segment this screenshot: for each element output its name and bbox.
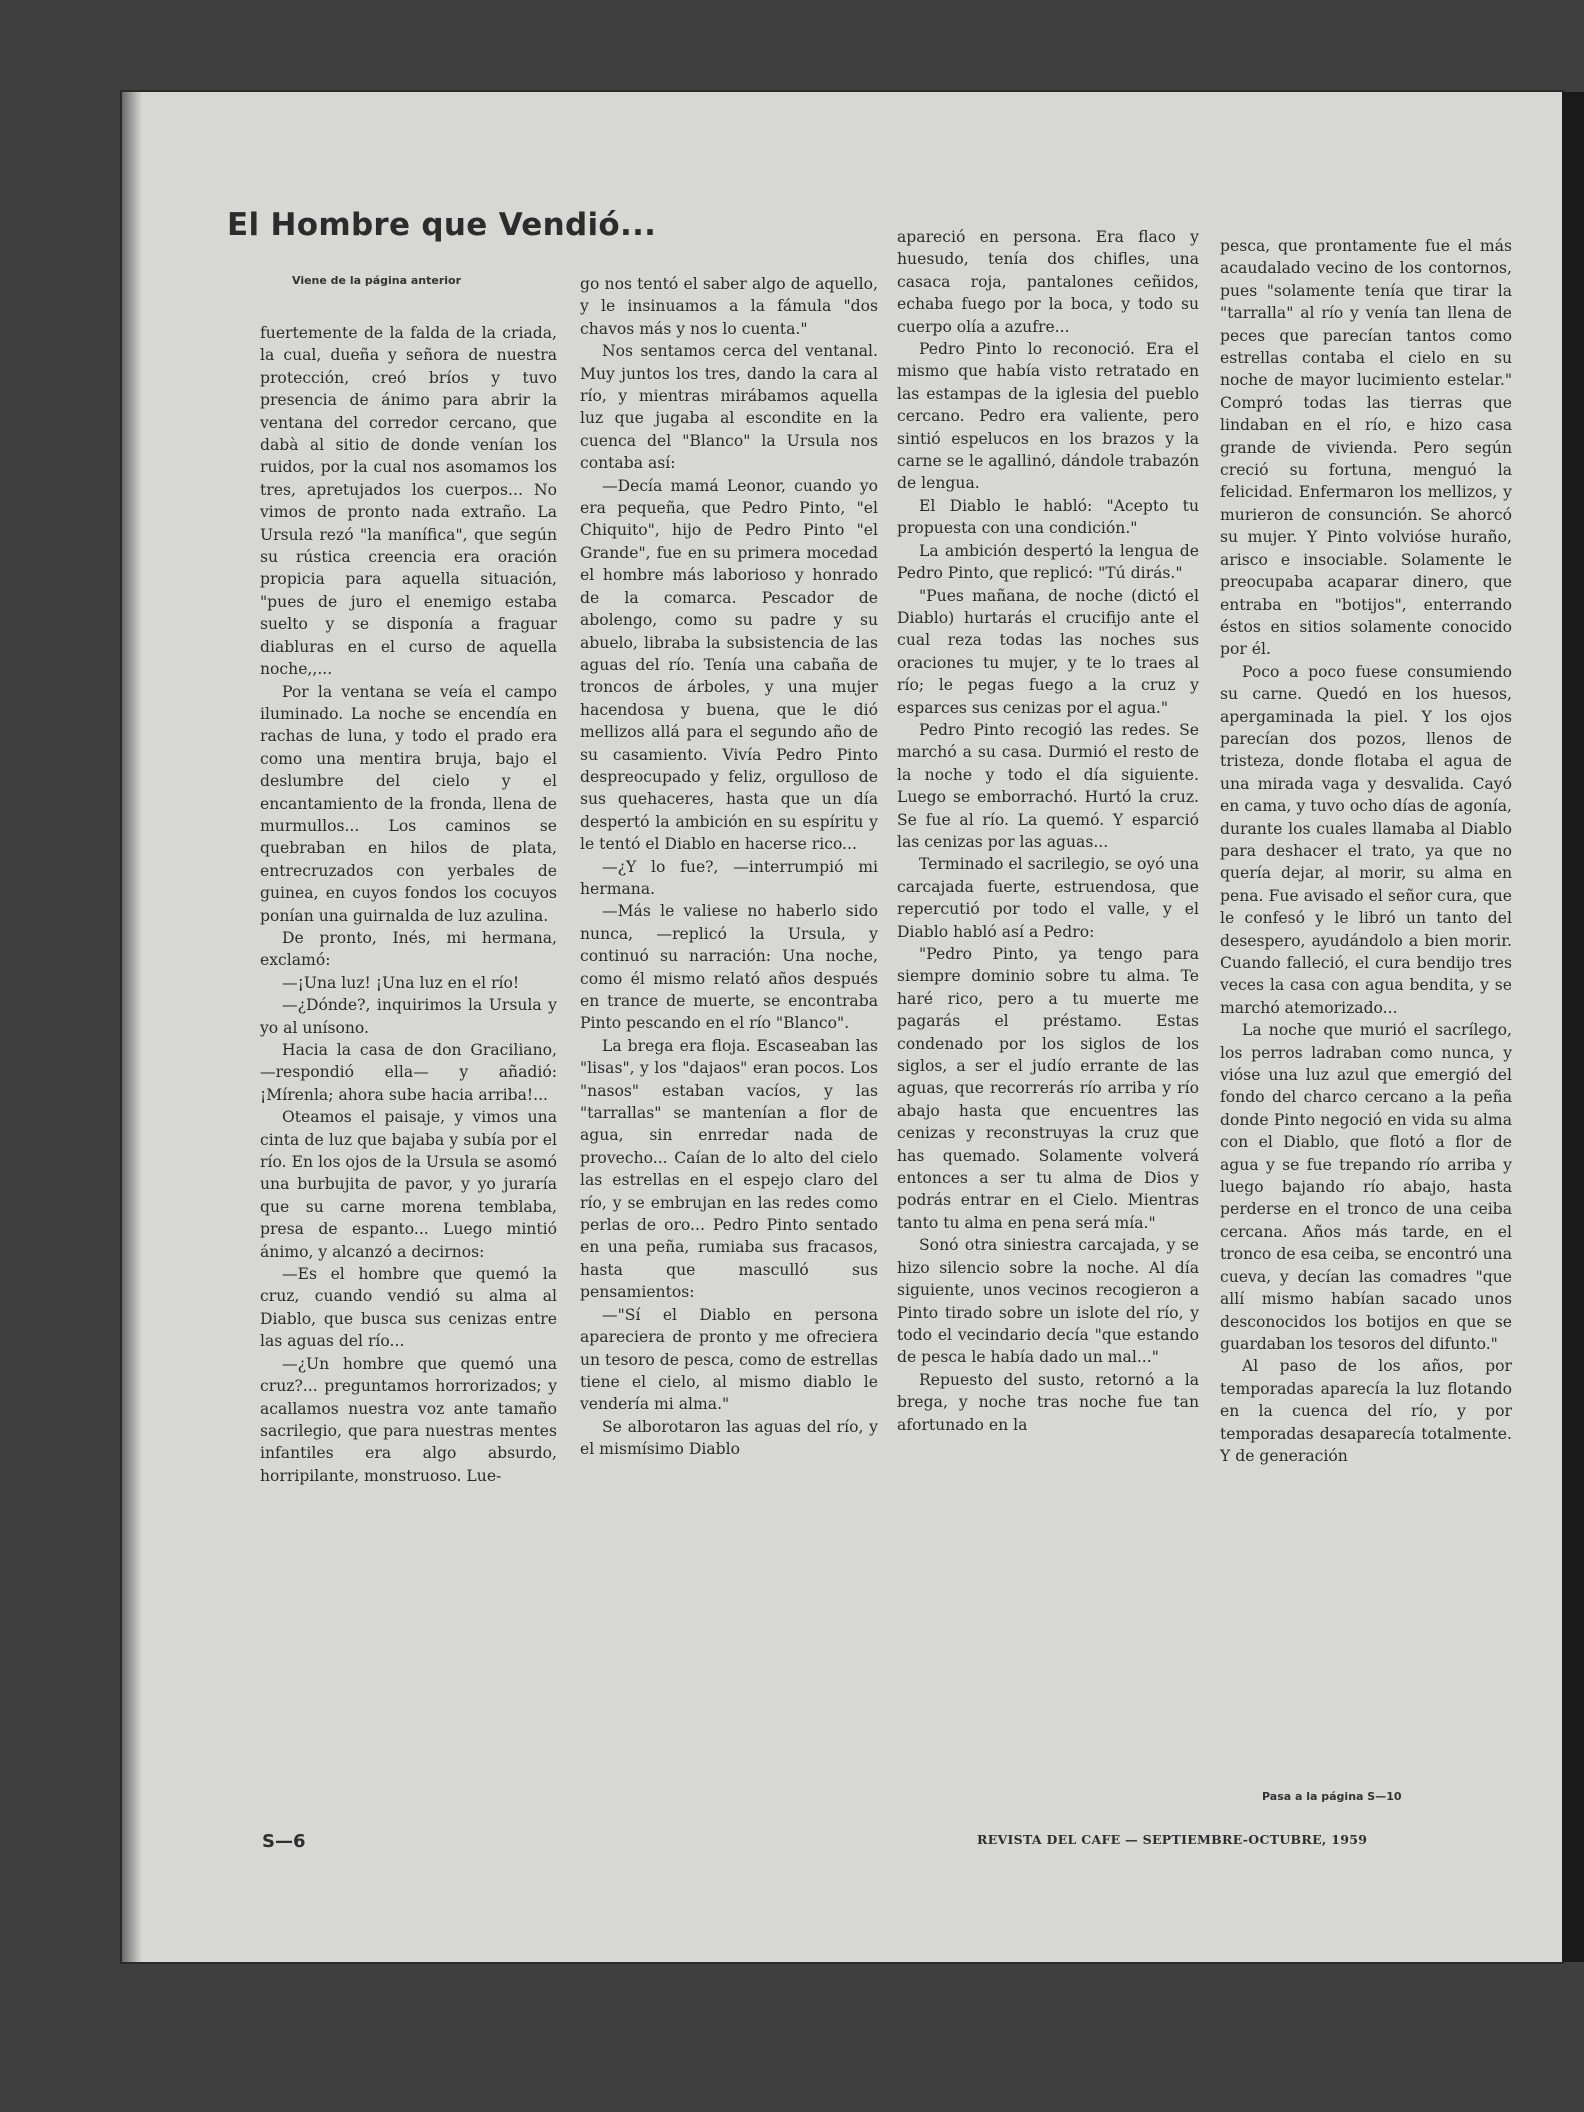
paragraph: Al paso de los años, por temporadas aparecía la luz flotando en la cuenca del río, y por temporadas desaparecía totalmente. Y de generación xyxy=(1220,1357,1512,1465)
paragraph: "Pedro Pinto, ya tengo para siempre dominio sobre tu alma. Te haré rico, pero a tu muerte me pagarás el préstamo. Estas condenado por los siglos de los siglos, a ser el judío errante de las aguas, que recorrerás río arriba y río abajo hasta que encuentres las cenizas y reconstruyas la cruz que has quemado. Solamente volverá entonces a ser tu alma de Dios y podrás entrar en el Cielo. Mientras tanto tu alma en pena será mía." xyxy=(897,945,1199,1232)
paragraph: Por la ventana se veía el campo iluminado. La noche se encendía en rachas de luna, y todo el prado era como una mentira bruja, bajo el deslumbre del cielo y el encantamiento de la fronda, llena de murmullos... Los caminos se quebraban en hilos de plata, entrecruzados con yerbales de guinea, en cuyos fondos los cocuyos ponían una guirnalda de luz azulina. xyxy=(260,682,557,925)
paragraph: Oteamos el paisaje, y vimos una cinta de luz que bajaba y subía por el río. En los ojos de la Ursula se asomó una burbujita de pavor, y yo juraría que su carne morena temblaba, presa de espanto... Luego mintió ánimo, y alcanzó a decirnos: xyxy=(260,1108,557,1261)
paragraph: Terminado el sacrilegio, se oyó una carcajada fuerte, estruendosa, que repercutió por todo el valle, y el Diablo habló así a Pedro: xyxy=(897,855,1199,941)
paragraph: Se alborotaron las aguas del río, y el mismísimo Diablo xyxy=(580,1417,878,1459)
paragraph: Pedro Pinto recogió las redes. Se marchó a su casa. Durmió el resto de la noche y todo el día siguiente. Luego se emborrachó. Hurtó la cruz. Se fue al río. La quemó. Y esparció las cenizas por las aguas... xyxy=(897,720,1199,851)
paragraph: Repuesto del susto, retornó a la brega, y noche tras noche fue tan afortunado en la xyxy=(897,1370,1199,1434)
text-column-4 xyxy=(1220,235,1512,1655)
page-number: S—6 xyxy=(262,1831,306,1852)
text-column-2 xyxy=(580,273,878,1768)
paragraph: De pronto, Inés, mi hermana, exclamó: xyxy=(260,928,557,970)
article-title: El Hombre que Vendió... xyxy=(227,207,657,243)
paragraph: Pedro Pinto lo reconoció. Era el mismo que había visto retratado en las estampas de la iglesia del pueblo cercano. Pedro era valiente, pero sintió espelucos en los brazos y la carne se le agallinó, dándole trabazón de lengua. xyxy=(897,340,1199,493)
paragraph: —Decía mamá Leonor, cuando yo era pequeña, que Pedro Pinto, "el Chiquito", hijo de Pedro Pinto "el Grande", fue en su primera mocedad el hombre más laborioso y honrado de la comarca. Pescador de abolengo, como su padre y su abuelo, libraba la subsistencia de las aguas del río. Tenía una cabaña de troncos de árboles, y una mujer hacendosa y buena, que le dió mellizos allá para el segundo año de su casamiento. Vivía Pedro Pinto despreocupado y feliz, orgulloso de sus quehaceres, hasta que un día despertó la ambición en su espíritu y le tentó el Diablo en hacerse rico... xyxy=(580,476,878,854)
paragraph: Sonó otra siniestra carcajada, y se hizo silencio sobre la noche. Al día siguiente, unos vecinos recogieron a Pinto tirado sobre un islote del río, y todo el vecindario decía "que estando de pesca le había dado un mal..." xyxy=(897,1236,1199,1367)
paragraph: —"Sí el Diablo en persona apareciera de pronto y me ofreciera un tesoro de pesca, como de estrellas tiene el cielo, al mismo diablo le vendería mi alma." xyxy=(580,1305,878,1414)
paragraph: Nos sentamos cerca del ventanal. Muy juntos los tres, dando la cara al río, y mientras mirábamos aquella luz que jugaba al escondite en la cuenca del "Blanco" la Ursula nos contaba así: xyxy=(580,342,878,473)
continued-to-note: Pasa a la página S—10 xyxy=(1262,1790,1402,1803)
paragraph: La noche que murió el sacrílego, los perros ladraban como nunca, y vióse una luz azul que emergió del fondo del charco cercano a la peña donde Pinto negoció en vida su alma con el Diablo, que flotó a flor de agua y se fue trepando río arriba y luego bajando río abajo, hasta perderse en el tronco de una ceiba cercana. Años más tarde, en el tronco de esa ceiba, se encontró una cueva, y decían las comadres "que allí mismo habían sacado unos desconocidos los botijos en que se guardaban los tesoros del difunto." xyxy=(1220,1021,1512,1353)
text-column-1 xyxy=(260,322,557,1754)
paragraph: La ambición despertó la lengua de Pedro Pinto, que replicó: "Tú dirás." xyxy=(897,541,1199,583)
paragraph: fuertemente de la falda de la criada, la cual, dueña y señora de nuestra protección, creó bríos y tuvo presencia de ánimo para abrir la ventana del corredor cercano, que dabà al sitio de donde venían los ruidos, por la cual nos asomamos los tres, apretujados los cuerpos... No vimos de pronto nada extraño. La Ursula rezó "la manífica", que según su rústica creencia era oración propicia para aquella situación, "pues de juro el enemigo estaba suelto y se disponía a fraguar diabluras en el curso de aquella noche,,... xyxy=(260,324,557,679)
paragraph: —Más le valiese no haberlo sido nunca, —replicó la Ursula, y continuó su narración: Una noche, como él mismo relató años después en trance de muerte, se encontraba Pinto pescando en el río "Blanco". xyxy=(580,902,878,1033)
continued-from-note: Viene de la página anterior xyxy=(292,274,462,287)
page-binding-shadow xyxy=(122,92,142,1962)
paragraph: —¡Una luz! ¡Una luz en el río! xyxy=(282,973,520,992)
paragraph: —¿Un hombre que quemó una cruz?... preguntamos horrorizados; y acallamos nuestra voz ante tamaño sacrilegio, que para nuestras mentes infantiles era algo absurdo, horripilante, monstruoso. Lue- xyxy=(260,1354,557,1485)
next-page-edge xyxy=(1562,92,1584,1962)
paragraph: Hacia la casa de don Graciliano, —respondió ella— y añadió: ¡Mírenla; ahora sube hacia arriba!... xyxy=(260,1041,557,1104)
paragraph: El Diablo le habló: "Acepto tu propuesta con una condición." xyxy=(897,496,1199,538)
paragraph: apareció en persona. Era flaco y huesudo, tenía dos chifles, una casaca roja, pantalones ceñidos, echaba fuego por la boca, y todo su cuerpo olía a azufre... xyxy=(897,228,1199,336)
running-footer: REVISTA DEL CAFE — SEPTIEMBRE-OCTUBRE, 1959 xyxy=(977,1832,1368,1847)
paragraph: La brega era floja. Escaseaban las "lisas", y los "dajaos" eran pocos. Los "nasos" estaban vacíos, y las "tarrallas" se mantenían a flor de agua, sin enrredar nada de provecho... Caían de lo alto del cielo las estrellas en el espejo claro del río, y se embrujan en las redes como perlas de oro... Pedro Pinto sentado en una peña, rumiaba sus fracasos, hasta que masculló sus pensamientos: xyxy=(580,1036,878,1302)
paragraph: —Es el hombre que quemó la cruz, cuando vendió su alma al Diablo, que busca sus cenizas entre las aguas del río... xyxy=(260,1265,557,1351)
paragraph: —¿Y lo fue?, —interrumpió mi hermana. xyxy=(580,857,878,898)
paragraph: go nos tentó el saber algo de aquello, y le insinuamos a la fámula "dos chavos más y nos lo cuenta." xyxy=(580,275,878,338)
paragraph: pesca, que prontamente fue el más acaudalado vecino de los contornos, pues "solamente tenía que tirar la "tarralla" al río y venía tan llena de peces que parecían tantos como estrellas contaba el cielo en su noche de mayor lucimiento estelar." Compró todas las tierras que lindaban en el río, e hizo casa grande de vivienda. Pero según creció su fortuna, menguó la felicidad. Enfermaron los mellizos, y murieron de consunción. Se ahorcó su mujer. Y Pinto volvióse huraño, arisco e insociable. Solamente le preocupaba acaparar dinero, que entraba en "botijos", enterrando éstos en sitios solamente conocido por él. xyxy=(1220,237,1512,659)
magazine-page xyxy=(122,92,1562,1962)
paragraph: "Pues mañana, de noche (dictó el Diablo) hurtarás el crucifijo ante el cual reza todas las noches sus oraciones tu mujer, y te lo traes al río; le pegas fuego a la cruz y esparces sus cenizas por el agua." xyxy=(897,586,1199,717)
text-column-3 xyxy=(897,226,1199,1768)
paragraph: Poco a poco fuese consumiendo su carne. Quedó en los huesos, apergaminada la piel. Y los ojos parecían dos pozos, llenos de tristeza, donde flotaba el agua de una mirada vaga y desvalida. Cayó en cama, y tuvo ocho días de agonía, durante los cuales llamaba al Diablo para deshacer el trato, ya que no quería dejar, al morir, su alma en pena. Fue avisado el señor cura, que le confesó y le libró un tanto del desespero, ayudándolo a bien morir. Cuando falleció, el cura bendijo tres veces la casa con agua bendita, y se marchó atemorizado... xyxy=(1220,662,1512,1017)
paragraph: —¿Dónde?, inquirimos la Ursula y yo al unísono. xyxy=(260,996,557,1037)
